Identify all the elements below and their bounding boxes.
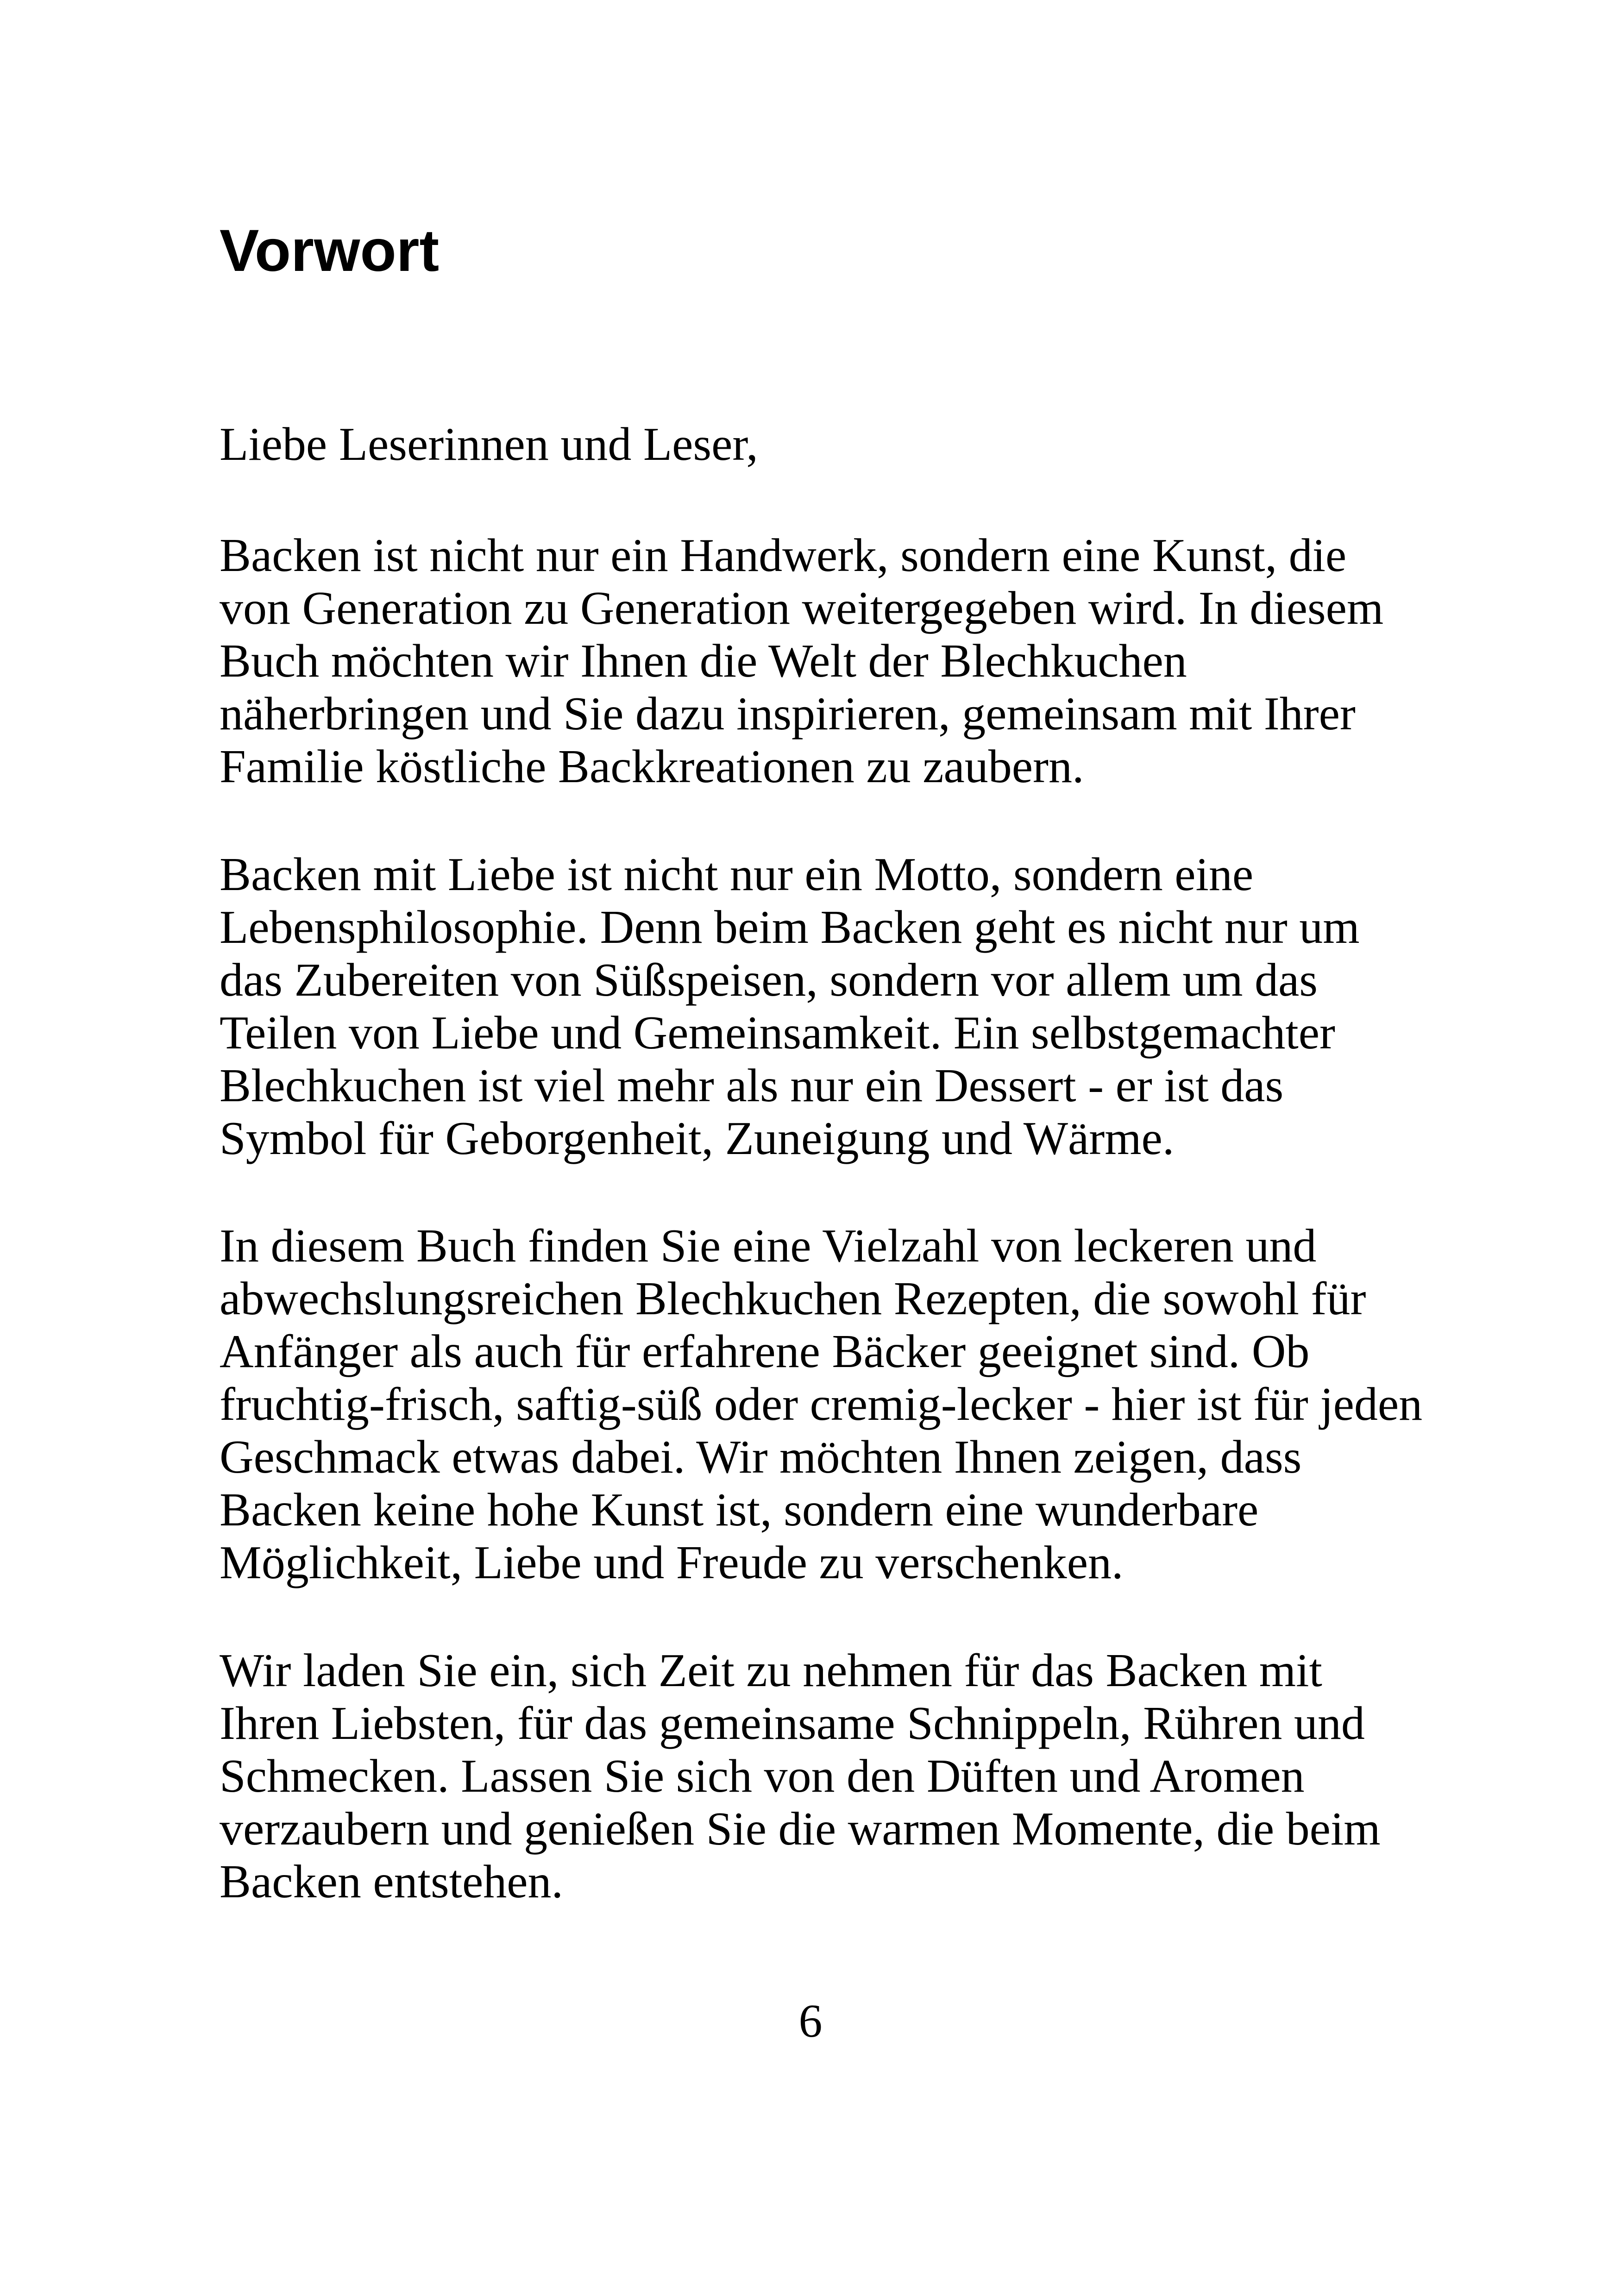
paragraph-4 — [220, 1644, 1381, 1908]
paragraph-line: Schmecken. Lassen Sie sich von den Düften und Aromen — [220, 1750, 1305, 1802]
page-number: 6 — [798, 1995, 823, 2047]
paragraph-line: Backen entstehen. — [220, 1856, 564, 1908]
paragraph-line: Anfänger als auch für erfahrene Bäcker geeignet sind. Ob — [220, 1325, 1310, 1378]
paragraph-line: Lebensphilosophie. Denn beim Backen geht es nicht nur um — [220, 901, 1360, 954]
paragraph-line: verzaubern und genießen Sie die warmen Momente, die beim — [220, 1803, 1381, 1855]
salutation — [220, 418, 758, 471]
paragraph-2 — [220, 848, 1360, 1165]
salutation-line: Liebe Leserinnen und Leser, — [220, 418, 758, 470]
paragraph-line: Familie köstliche Backkreationen zu zaubern. — [220, 740, 1084, 793]
paragraph-line: In diesem Buch finden Sie eine Vielzahl von leckeren und — [220, 1220, 1317, 1272]
paragraph-3 — [220, 1220, 1422, 1589]
paragraph-line: Buch möchten wir Ihnen die Welt der Blechkuchen — [220, 635, 1187, 687]
paragraph-line: Backen ist nicht nur ein Handwerk, sondern eine Kunst, die — [220, 529, 1347, 582]
paragraph-line: Möglichkeit, Liebe und Freude zu verschenken. — [220, 1537, 1124, 1589]
paragraph-line: Teilen von Liebe und Gemeinsamkeit. Ein selbstgemachter — [220, 1007, 1335, 1059]
paragraph-line: Symbol für Geborgenheit, Zuneigung und Wärme. — [220, 1112, 1175, 1165]
paragraph-line: Blechkuchen ist viel mehr als nur ein Dessert - er ist das — [220, 1060, 1284, 1112]
page-title: Vorwort — [220, 218, 440, 284]
paragraph-line: von Generation zu Generation weitergegeben wird. In diesem — [220, 582, 1384, 634]
paragraph-line: das Zubereiten von Süßspeisen, sondern vor allem um das — [220, 954, 1318, 1006]
paragraph-line: fruchtig-frisch, saftig-süß oder cremig-lecker - hier ist für jeden — [220, 1378, 1423, 1430]
paragraph-line: Ihren Liebsten, für das gemeinsame Schnippeln, Rühren und — [220, 1697, 1365, 1750]
paragraph-line: abwechslungsreichen Blechkuchen Rezepten, die sowohl für — [220, 1273, 1366, 1325]
paragraph-line: näherbringen und Sie dazu inspirieren, gemeinsam mit Ihrer — [220, 688, 1356, 740]
paragraph-line: Wir laden Sie ein, sich Zeit zu nehmen für das Backen mit — [220, 1644, 1322, 1697]
paragraph-line: Backen keine hohe Kunst ist, sondern eine wunderbare — [220, 1484, 1259, 1536]
paragraph-line: Backen mit Liebe ist nicht nur ein Motto, sondern eine — [220, 848, 1254, 901]
paragraph-1 — [220, 529, 1383, 793]
paragraph-line: Geschmack etwas dabei. Wir möchten Ihnen zeigen, dass — [220, 1431, 1302, 1483]
